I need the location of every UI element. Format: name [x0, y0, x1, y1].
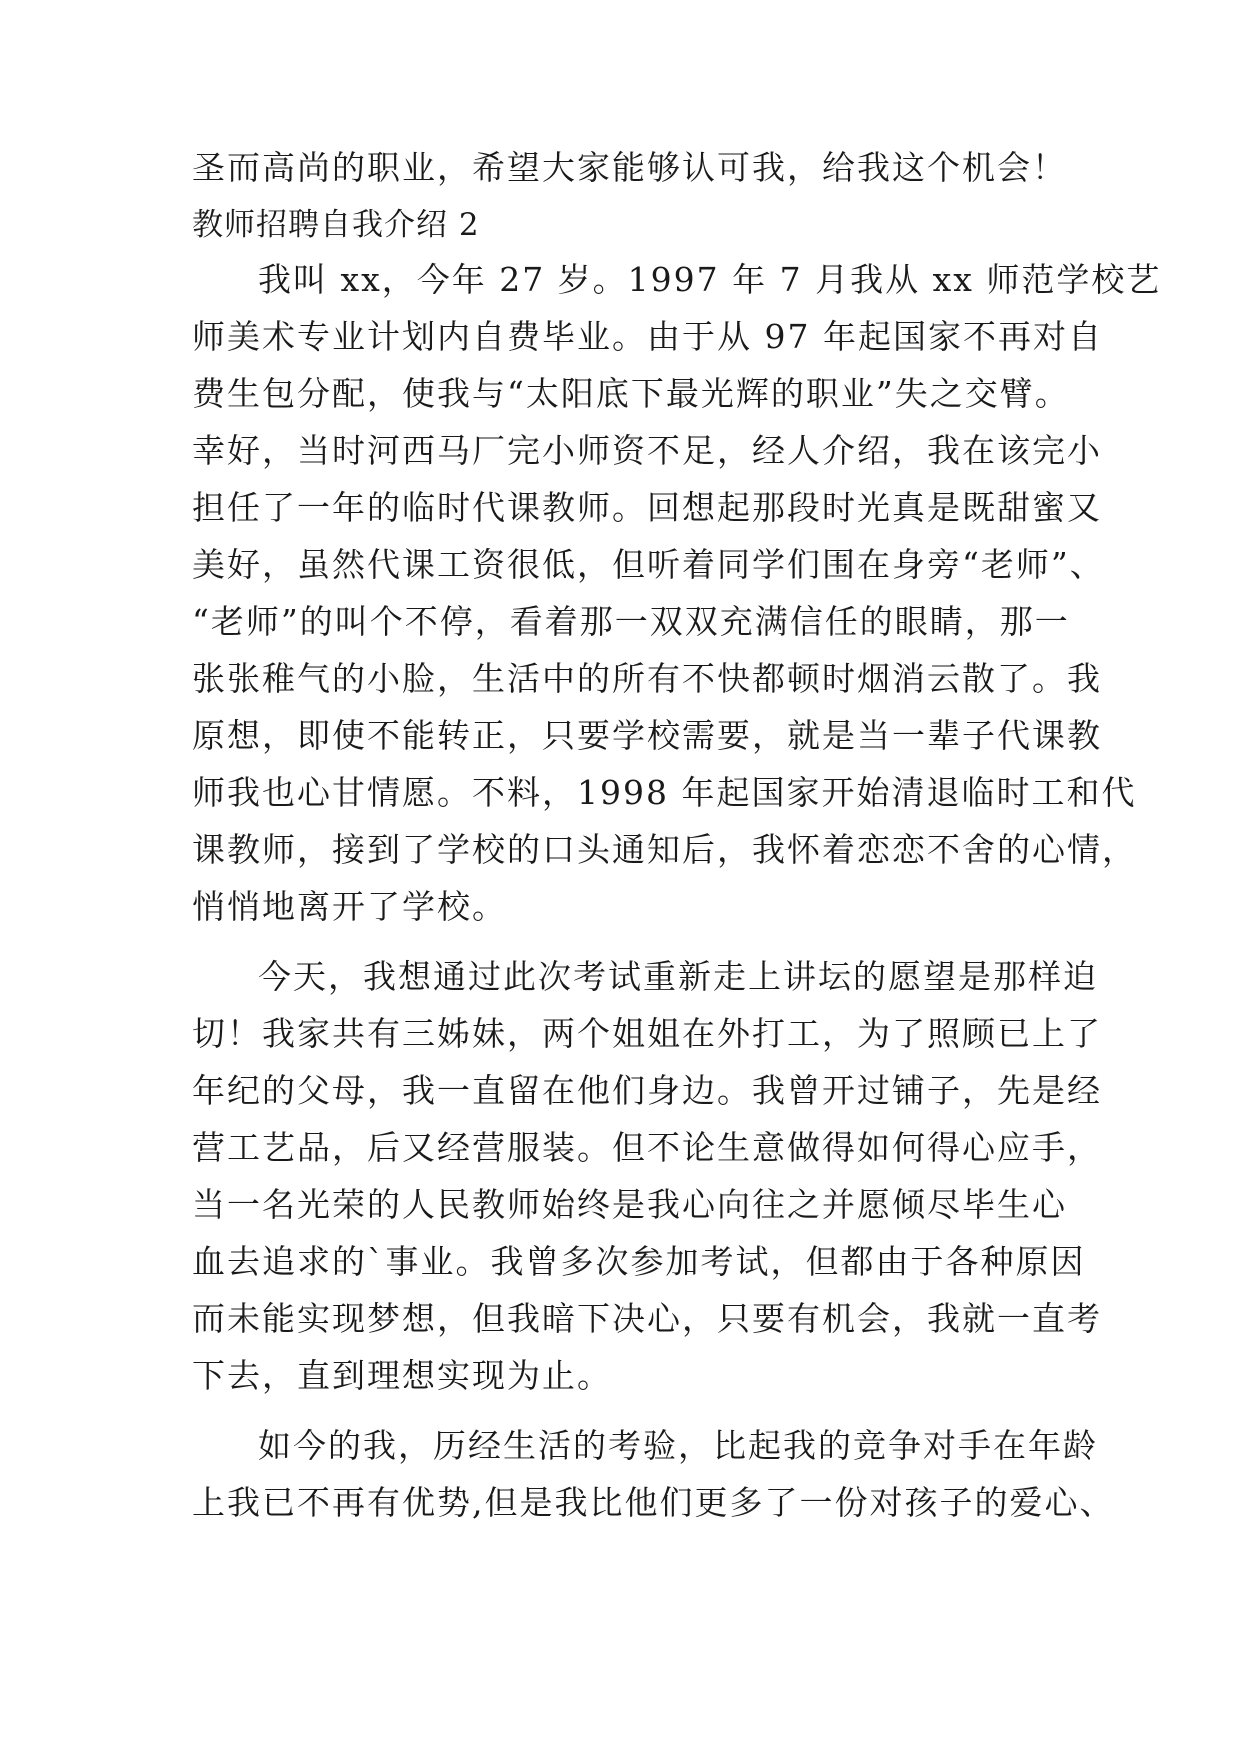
- text-line: 当一名光荣的人民教师始终是我心向往之并愿倾尽毕生心: [192, 1185, 1067, 1224]
- text-line: 张张稚气的小脸，生活中的所有不快都顿时烟消云散了。我: [192, 659, 1102, 698]
- text-line: 年纪的父母，我一直留在他们身边。我曾开过铺子，先是经: [192, 1071, 1102, 1110]
- text-line: 而未能实现梦想，但我暗下决心，只要有机会，我就一直考: [192, 1299, 1102, 1338]
- text-line: 圣而高尚的职业，希望大家能够认可我，给我这个机会！: [192, 148, 1067, 187]
- text-line: 费生包分配，使我与“太阳底下最光辉的职业”失之交臂。: [192, 374, 1070, 413]
- text-line: 原想，即使不能转正，只要学校需要，就是当一辈子代课教: [192, 716, 1102, 755]
- section-title: 教师招聘自我介绍 2: [192, 207, 480, 243]
- text-line: 血去追求的`事业。我曾多次参加考试，但都由于各种原因: [192, 1242, 1086, 1281]
- text-line: 上我已不再有优势,但是我比他们更多了一份对孩子的爱心、: [192, 1483, 1115, 1522]
- text-line: 悄悄地离开了学校。: [192, 887, 507, 926]
- text-line: 课教师，接到了学校的口头通知后，我怀着恋恋不舍的心情，: [192, 830, 1137, 869]
- text-line: 今天，我想通过此次考试重新走上讲坛的愿望是那样迫: [258, 957, 1098, 996]
- text-line: 幸好，当时河西马厂完小师资不足，经人介绍，我在该完小: [192, 431, 1102, 470]
- text-line: 切！我家共有三姊妹，两个姐姐在外打工，为了照顾已上了: [192, 1014, 1102, 1053]
- text-line: “老师”的叫个不停，看着那一双双充满信任的眼睛，那一: [192, 602, 1070, 641]
- text-line: 如今的我，历经生活的考验，比起我的竞争对手在年龄: [258, 1426, 1098, 1465]
- text-line: 美好，虽然代课工资很低，但听着同学们围在身旁“老师”、: [192, 545, 1105, 584]
- text-line: 师我也心甘情愿。不料，1998 年起国家开始清退临时工和代: [192, 773, 1137, 812]
- text-line: 师美术专业计划内自费毕业。由于从 97 年起国家不再对自: [192, 317, 1103, 356]
- text-line: 下去，直到理想实现为止。: [192, 1356, 612, 1395]
- text-line: 我叫 xx，今年 27 岁。1997 年 7 月我从 xx 师范学校艺: [258, 260, 1162, 299]
- text-line: 营工艺品，后又经营服装。但不论生意做得如何得心应手，: [192, 1128, 1102, 1167]
- text-line: 担任了一年的临时代课教师。回想起那段时光真是既甜蜜又: [192, 488, 1102, 527]
